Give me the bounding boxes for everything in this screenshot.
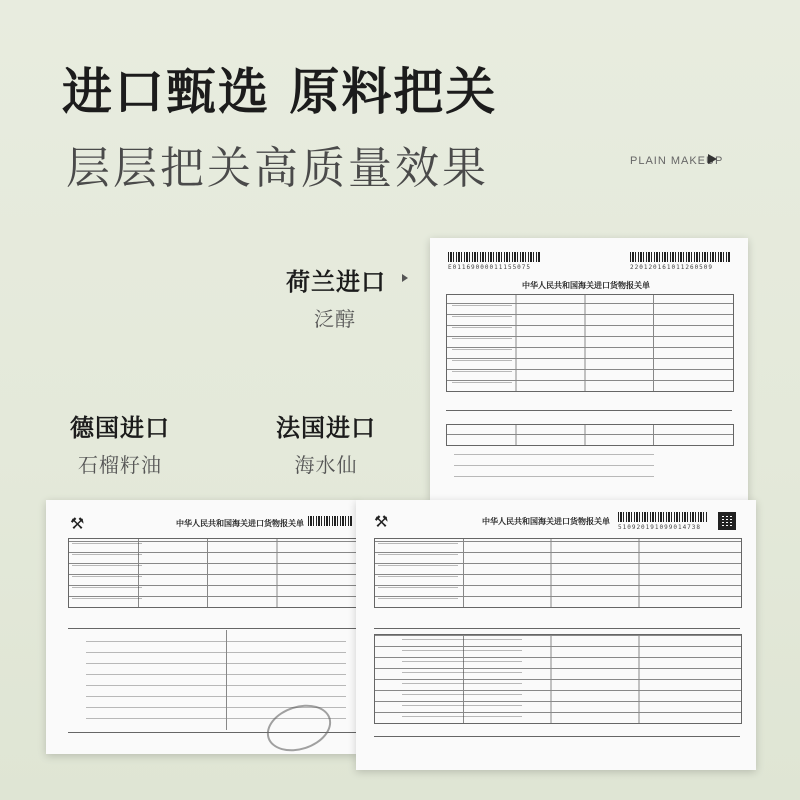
- barcode: [308, 516, 352, 526]
- country-germany: 德国进口: [70, 414, 170, 442]
- form-title: 中华人民共和国海关进口货物报关单: [176, 519, 304, 528]
- form-footer-line: [68, 732, 356, 733]
- form-text-top: [378, 540, 458, 604]
- brand-label: PLAIN MAKEUP: [630, 155, 724, 167]
- pointer-arrow-icon: [402, 274, 408, 282]
- barcode-number-right: 220120161011260509: [630, 264, 714, 271]
- form-title: 中华人民共和国海关进口货物报关单: [522, 281, 650, 290]
- subheadline: 层层把关高质量效果: [66, 143, 489, 194]
- barcode-left: [448, 252, 540, 262]
- form-column-line: [226, 630, 227, 730]
- customs-declaration-germany: [46, 500, 358, 754]
- barcode-number-left: E01169000011155075: [448, 264, 532, 271]
- customs-emblem-icon: ⚒: [374, 512, 389, 531]
- ingredient-sea-daffodil: 海水仙: [294, 453, 358, 477]
- form-divider: [374, 628, 740, 629]
- qr-code-icon: [718, 512, 736, 530]
- form-text-items: [454, 448, 654, 482]
- ingredient-panthenol: 泛醇: [314, 307, 356, 331]
- headline: 进口甄选 原料把关: [62, 63, 498, 121]
- label-netherlands: [286, 262, 406, 332]
- country-netherlands: 荷兰进口: [286, 268, 386, 296]
- customs-declaration-netherlands: [430, 238, 748, 500]
- label-germany: [60, 408, 180, 478]
- form-divider: [446, 410, 732, 411]
- form-grid-items: [446, 424, 734, 446]
- play-arrow-icon: [708, 154, 717, 164]
- form-text-top: [72, 540, 142, 604]
- form-divider: [68, 628, 356, 629]
- form-footer-line: [374, 736, 740, 737]
- customs-declaration-france: [356, 500, 756, 770]
- barcode-number: 510920191099014738: [618, 524, 702, 531]
- country-france: 法国进口: [276, 414, 376, 442]
- ingredient-pomegranate-oil: 石榴籽油: [78, 453, 162, 477]
- form-title: 中华人民共和国海关进口货物报关单: [482, 517, 610, 526]
- customs-emblem-icon: ⚒: [70, 514, 85, 533]
- label-france: [266, 408, 386, 478]
- barcode: [618, 512, 708, 522]
- form-text-top: [452, 296, 512, 388]
- form-text-items: [402, 638, 522, 722]
- barcode-right: [630, 252, 730, 262]
